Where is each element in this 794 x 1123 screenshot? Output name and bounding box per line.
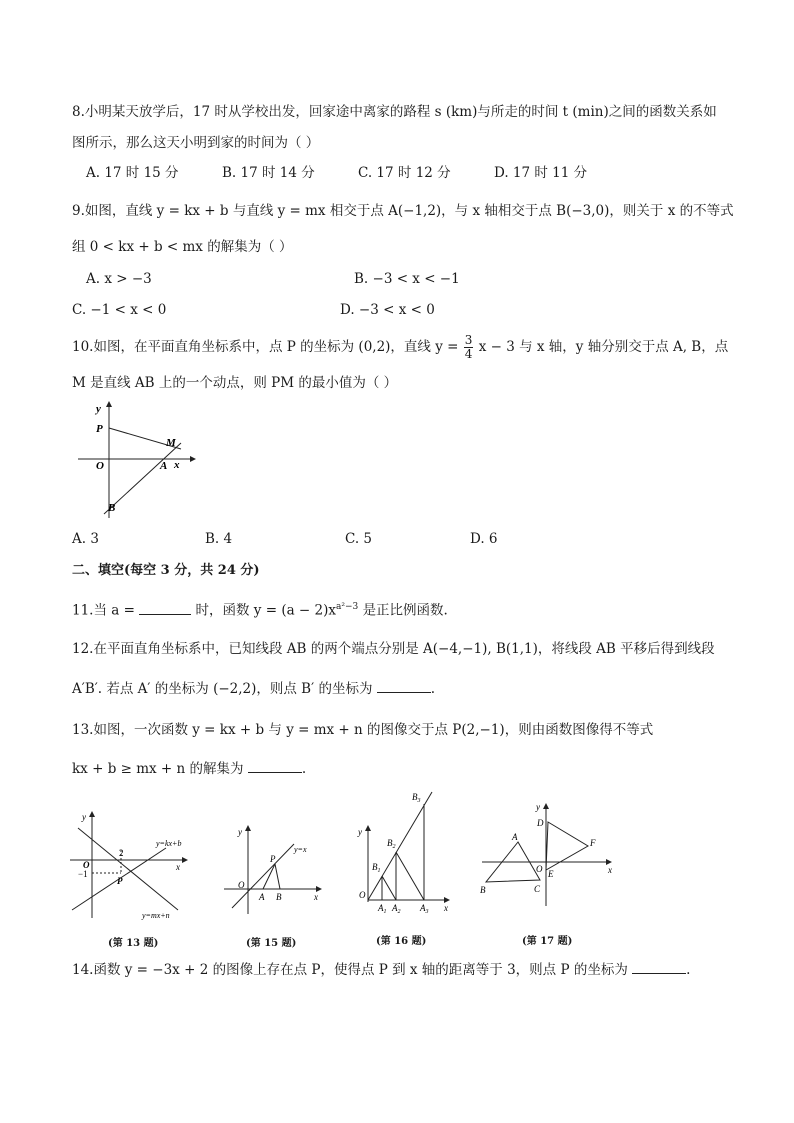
fig13-label-l1: y=kx+b: [156, 839, 182, 848]
fig15-label-a: A: [259, 892, 265, 902]
fig16-label-b2-sub: 2: [392, 844, 396, 850]
q13-line2-part-a: kx + b ≥ mx + n 的解集为: [72, 761, 244, 777]
fig17-triangle-def: [546, 822, 588, 870]
q14-blank[interactable]: [632, 973, 686, 974]
fig16-label-x: x: [444, 903, 448, 913]
fig15-label-b: B: [276, 892, 282, 902]
fig15-label-x: x: [314, 892, 318, 902]
q12-line2: [72, 680, 435, 698]
q12-line2-part-a: A′B′. 若点 A′ 的坐标为 (−2,2)，则点 B′ 的坐标为: [72, 681, 373, 697]
fig17-label-e: E: [548, 869, 554, 879]
fig16-label-b1-sub: 1: [377, 868, 381, 874]
q11-part-a: 11.当 a =: [72, 602, 135, 619]
fig17: [474, 796, 618, 908]
fig17-label-d: D: [537, 818, 544, 828]
fig16-label-o: O: [359, 890, 366, 900]
q14-end: .: [686, 962, 691, 978]
fig13-label-o: O: [83, 860, 90, 870]
q9-option-d: D. −3 < x < 0: [340, 302, 435, 318]
fig16-label-b3: [412, 792, 421, 804]
q10-label-o: O: [96, 460, 104, 472]
q10-line-ab: [104, 443, 181, 514]
q13-line2: [72, 760, 306, 778]
fig16-label-a2-sub: 2: [397, 909, 401, 914]
q10-option-a: A. 3: [72, 531, 99, 547]
fig17-label-f: F: [590, 838, 596, 848]
q10-option-c: C. 5: [345, 531, 373, 547]
q10-label-y: y: [96, 403, 101, 415]
q10-option-b: B. 4: [205, 531, 233, 547]
fig16-label-b2: [387, 838, 396, 850]
fig13-label-p: P: [117, 876, 123, 886]
fig13-label-two: 2: [119, 848, 124, 858]
fig15-label-line: y=x: [294, 845, 307, 854]
q12-blank[interactable]: [377, 692, 431, 693]
fig16: [350, 790, 456, 914]
fig16-seg-b2a3: [396, 852, 424, 900]
fig16-label-a1-sub: 1: [383, 909, 387, 914]
q11-part-c: 是正比例函数.: [362, 602, 448, 619]
q11-exponent: a²−3: [336, 602, 359, 612]
fig16-label-a3-sub: 3: [425, 909, 429, 914]
q10-x-arrow: [190, 456, 196, 462]
fig17-label-x: x: [608, 865, 612, 875]
fig13-caption: (第 13 题): [108, 938, 159, 949]
fig16-label-b1: [372, 862, 381, 874]
fig16-line: [368, 792, 432, 900]
fig16-label-b3-letter: B: [412, 792, 418, 802]
q10-frac-num: 3: [464, 333, 473, 347]
q8-option-b: B. 17 时 14 分: [222, 165, 315, 181]
fig16-label-b1-letter: B: [372, 862, 378, 872]
fig16-label-y: y: [358, 827, 362, 837]
fig17-label-c: C: [534, 884, 541, 894]
fig13-label-neg1: −1: [78, 869, 88, 879]
q10-label-p: P: [96, 423, 103, 435]
fig15-seg-pb: [275, 864, 280, 889]
q13-line2-end: .: [301, 761, 307, 777]
fig16-label-a2-letter: A: [392, 903, 398, 913]
q10-fraction: [464, 334, 474, 361]
fig15-y-arrow: [245, 825, 251, 831]
fig16-y-arrow: [365, 825, 371, 831]
q10-line2: M 是直线 AB 上的一个动点，则 PM 的最小值为（ ）: [72, 375, 398, 391]
q10-y-arrow: [106, 401, 112, 407]
fig13-x-arrow: [182, 857, 188, 863]
fig13-label-x: x: [176, 862, 180, 872]
q13-line1: 13.如图，一次函数 y = kx + b 与 y = mx + n 的图像交于点 P(2,−1)，则由函数图像得不等式: [72, 722, 654, 738]
fig15-caption: (第 15 题): [246, 938, 297, 949]
fig16-caption: (第 16 题): [376, 936, 427, 947]
fig15: [218, 818, 328, 918]
q10-line1-part-a: 10.如图，在平面直角坐标系中，点 P 的坐标为 (0,2)，直线 y =: [72, 339, 459, 355]
q12-line1: 12.在平面直角坐标系中，已知线段 AB 的两个端点分别是 A(−4,−1), B(1,1)，将线段 AB 平移后得到线段: [72, 641, 715, 657]
fig17-label-b: B: [480, 885, 486, 895]
fig15-seg-pa: [263, 864, 275, 889]
q10-frac-den: 4: [464, 347, 473, 361]
q11-part-b: 时，函数 y = (a − 2)x: [195, 602, 337, 619]
fig16-label-b2-letter: B: [387, 838, 393, 848]
fig16-label-a3-letter: A: [420, 903, 426, 913]
q14-line: [72, 961, 690, 979]
q10-line1: [72, 334, 728, 361]
fig15-label-o: O: [238, 880, 245, 890]
q9-option-a: A. x > −3: [86, 271, 152, 287]
fig16-label-a1-letter: A: [378, 903, 384, 913]
fig16-label-a3: [419, 903, 429, 914]
q8-line2: 图所示，那么这天小明到家的时间为（ ）: [72, 135, 320, 151]
fig16-label-b3-sub: 3: [417, 798, 421, 804]
q9-line1: 9.如图，直线 y = kx + b 与直线 y = mx 相交于点 A(−1,2)，与 x 轴相交于点 B(−3,0)，则关于 x 的不等式: [72, 203, 734, 219]
fig17-label-o: O: [536, 864, 543, 874]
q11-line: [72, 598, 448, 620]
fig16-label-a1: [377, 903, 387, 914]
section2-title: 二、填空(每空 3 分，共 24 分): [72, 563, 260, 578]
fig13-label-y: y: [82, 812, 86, 822]
q10-line1-part-b: x − 3 与 x 轴，y 轴分别交于点 A, B，点: [478, 339, 729, 355]
fig16-seg-b1a2: [382, 876, 396, 900]
q10-option-d: D. 6: [470, 531, 498, 547]
q8-option-d: D. 17 时 11 分: [494, 165, 588, 181]
q14-part-a: 14.函数 y = −3x + 2 的图像上存在点 P，使得点 P 到 x 轴的距离等于 3，则点 P 的坐标为: [72, 962, 628, 978]
q8-option-c: C. 17 时 12 分: [358, 165, 451, 181]
q9-option-b: B. −3 < x < −1: [354, 271, 460, 287]
fig17-caption: (第 17 题): [522, 936, 573, 947]
q9-line2: 组 0 < kx + b < mx 的解集为（ ）: [72, 239, 293, 255]
fig17-label-a: A: [512, 832, 518, 842]
q8-line1: 8.小明某天放学后，17 时从学校出发，回家途中离家的路程 s (km)与所走的时间 t (min)之间的函数关系如: [72, 104, 717, 120]
q10-label-x: x: [174, 459, 180, 471]
q9-option-c: C. −1 < x < 0: [72, 302, 167, 318]
q10-figure: [72, 398, 202, 520]
q10-label-a: A: [160, 460, 168, 472]
fig13-label-l2: y=mx+n: [142, 911, 170, 920]
q12-line2-end: .: [430, 681, 436, 697]
fig15-label-p: P: [270, 854, 276, 864]
q10-label-b: B: [108, 502, 116, 514]
q10-label-m: M: [166, 437, 176, 449]
fig17-label-y: y: [536, 802, 540, 812]
fig16-label-a2: [391, 903, 401, 914]
fig17-y-arrow: [543, 803, 549, 809]
q11-blank[interactable]: [139, 614, 191, 615]
q13-blank[interactable]: [248, 772, 302, 773]
q8-option-a: A. 17 时 15 分: [86, 165, 179, 181]
fig13-y-arrow: [89, 811, 95, 817]
fig13: [66, 810, 198, 922]
fig15-label-y: y: [238, 827, 242, 837]
